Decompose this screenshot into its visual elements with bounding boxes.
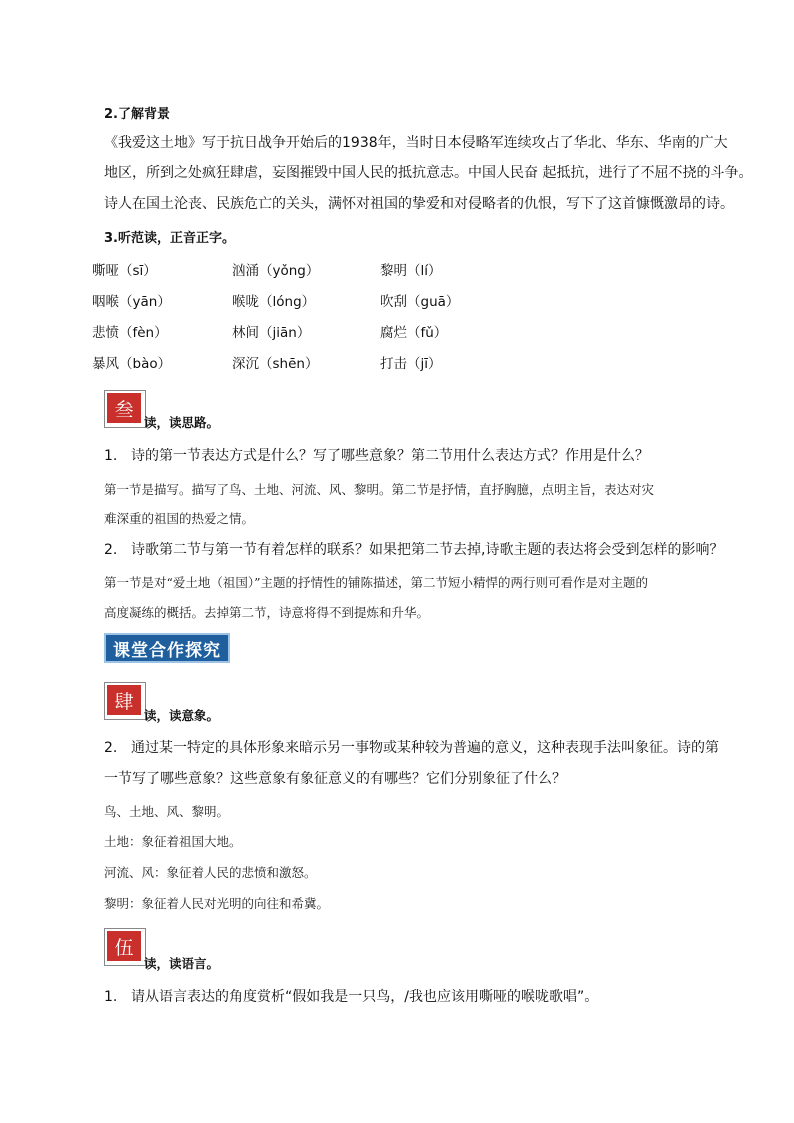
question-text: 诗歌第二节与第一节有着怎样的联系？如果把第二节去掉,诗歌主题的表达将会受到怎样的影响？ bbox=[131, 542, 724, 558]
part-badge bbox=[104, 390, 146, 428]
vocab-item: 吹刮（guā） bbox=[380, 294, 460, 310]
question-number: 2. bbox=[104, 740, 118, 756]
part-badge-char: 肆 bbox=[107, 685, 141, 715]
vocab-item: 暴风（bào） bbox=[92, 356, 172, 372]
question-text: 诗的第一节表达方式是什么？写了哪些意象？第二节用什么表达方式？作用是什么？ bbox=[131, 448, 649, 464]
answer-line: 高度凝练的概括。去掉第二节，诗意将得不到提炼和升华。 bbox=[104, 605, 430, 620]
question-number: 1. bbox=[104, 448, 118, 464]
vocab-item: 悲愤（fèn） bbox=[92, 325, 168, 341]
answer-line: 黎明：象征着人民对光明的向往和希冀。 bbox=[104, 896, 330, 911]
paragraph-line: 《我爱这土地》写于抗日战争开始后的1938年，当时日本侵略军连续攻占了华北、华东、华南的广大 bbox=[104, 135, 728, 151]
section-heading-pronunciation: 3.听范读，正音正字。 bbox=[104, 231, 235, 246]
section-banner: 课堂合作探究 bbox=[104, 633, 230, 663]
answer-line: 第一节是描写。描写了鸟、土地、河流、风、黎明。第二节是抒情，直抒胸臆，点明主旨，表达对灾 bbox=[104, 482, 655, 497]
question-number: 1. bbox=[104, 989, 118, 1005]
part-badge bbox=[104, 682, 146, 720]
vocab-item: 黎明（lí） bbox=[380, 263, 442, 279]
vocab-item: 咽喉（yān） bbox=[92, 294, 171, 310]
part-badge bbox=[104, 928, 146, 966]
vocab-item: 林间（jiān） bbox=[232, 325, 311, 341]
answer-line: 土地：象征着祖国大地。 bbox=[104, 834, 242, 849]
answer-line: 难深重的祖国的热爱之情。 bbox=[104, 511, 255, 526]
section-heading-background: 2.了解背景 bbox=[104, 107, 170, 122]
vocab-item: 深沉（shēn） bbox=[232, 356, 319, 372]
vocab-item: 腐烂（fǔ） bbox=[380, 325, 448, 341]
answer-line: 鸟、土地、风、黎明。 bbox=[104, 804, 230, 819]
vocab-item: 喉咙（lóng） bbox=[232, 294, 316, 310]
part-title: 读，读意象。 bbox=[144, 708, 220, 723]
part-title: 读，读语言。 bbox=[144, 956, 220, 971]
answer-line: 第一节是对“爱土地（祖国）”主题的抒情性的铺陈描述，第二节短小精悍的两行则可看作是对主题的 bbox=[104, 575, 649, 590]
part-badge-char: 叁 bbox=[107, 393, 141, 423]
vocab-item: 汹涌（yǒng） bbox=[232, 263, 320, 279]
question-text: 请从语言表达的角度赏析“假如我是一只鸟，/我也应该用嘶哑的喉咙歌唱”。 bbox=[131, 989, 599, 1005]
answer-line: 河流、风：象征着人民的悲愤和激怒。 bbox=[104, 865, 317, 880]
part-title: 读，读思路。 bbox=[144, 415, 220, 430]
question-number: 2. bbox=[104, 542, 118, 558]
part-badge-char: 伍 bbox=[107, 931, 141, 961]
paragraph-line: 地区，所到之处疯狂肆虐，妄图摧毁中国人民的抵抗意志。中国人民奋 起抵抗，进行了不屈不挠的斗争。 bbox=[104, 165, 753, 181]
question-text: 通过某一特定的具体形象来暗示另一事物或某种较为普遍的意义，这种表现手法叫象征。诗的第 bbox=[131, 740, 719, 756]
vocab-item: 打击（jī） bbox=[380, 356, 442, 372]
paragraph-line: 诗人在国土沦丧、民族危亡的关头，满怀对祖国的挚爱和对侵略者的仇恨，写下了这首慷慨激昂的诗。 bbox=[104, 196, 734, 212]
vocab-item: 嘶哑（sī） bbox=[92, 263, 157, 279]
question-text: 一节写了哪些意象？这些意象有象征意义的有哪些？它们分别象征了什么？ bbox=[104, 771, 566, 787]
